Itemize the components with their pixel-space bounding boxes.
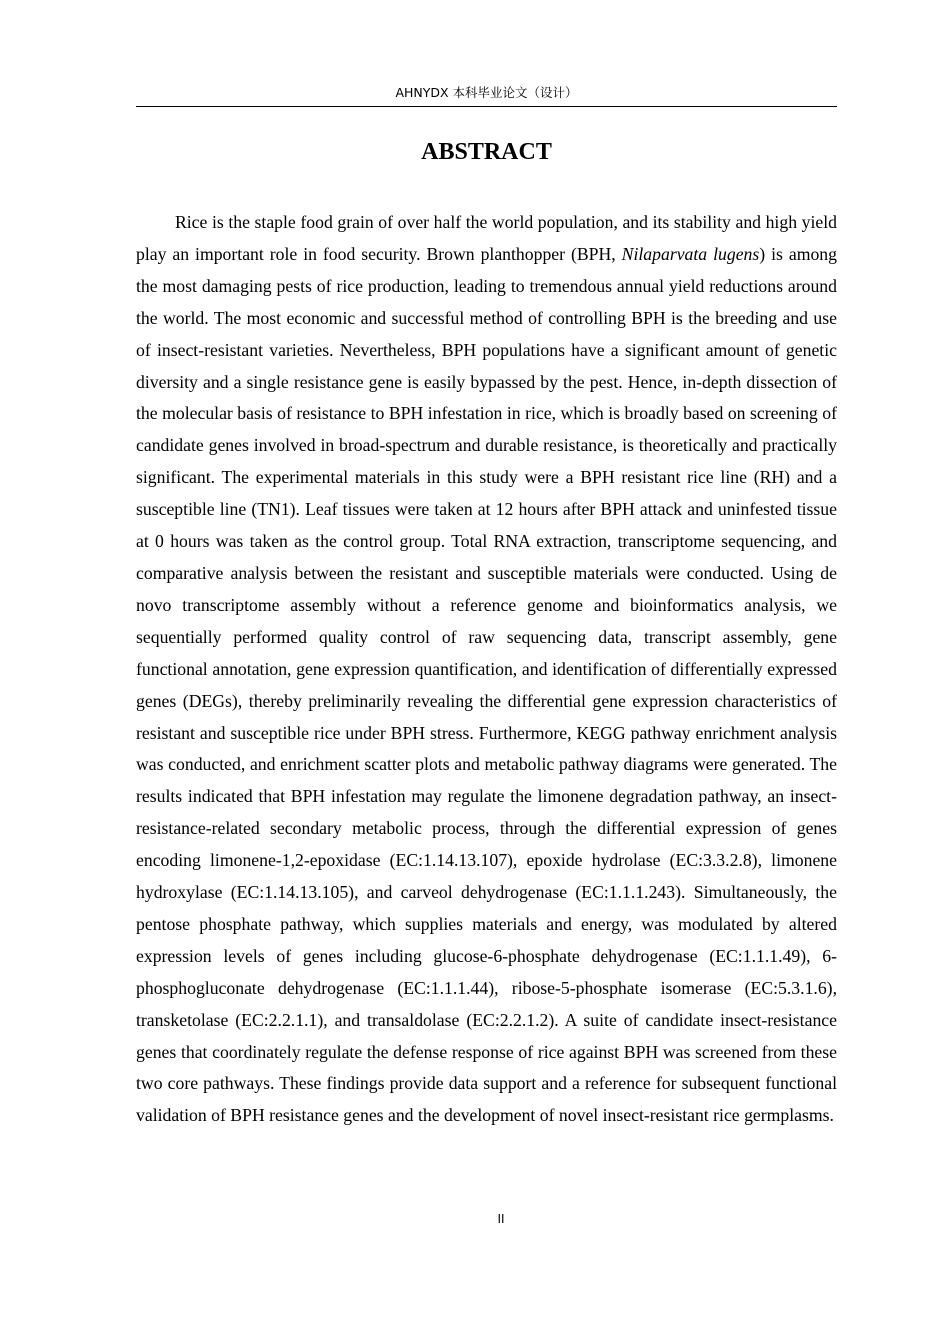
- species-name: Nilaparvata lugens: [621, 243, 760, 264]
- running-title: AHNYDX 本科毕业论文（设计）: [395, 85, 578, 100]
- abstract-text-part1: Rice is the staple food grain of over half the world population, and its stability and high yield play an important role in food security. Brown planthopper (BPH,: [136, 212, 837, 264]
- abstract-heading: ABSTRACT: [421, 139, 552, 165]
- abstract-paragraph: [136, 207, 837, 1132]
- page-header: [136, 84, 837, 107]
- page-number: II: [497, 1212, 505, 1226]
- abstract-text-part2: ) is among the most damaging pests of rice production, leading to tremendous annual yield reductions around the world. The most economic and successful method of controlling BPH is the breeding and use of insect-resistant varieties. Nevertheless, BPH populations have a significant amount of genetic diversity and a single resistance gene is easily bypassed by the pest. Hence, in-depth dissection of the molecular basis of resistance to BPH infestation in rice, which is broadly based on screening of candidate genes involved in broad-spectrum and durable resistance, is theoretically and practically significant. The experimental materials in this study were a BPH resistant rice line (RH) and a susceptible line (TN1). Leaf tissues were taken at 12 hours after BPH attack and uninfested tissue at 0 hours was taken as the control group. Total RNA extraction, transcriptome sequencing, and comparative analysis between the resistant and susceptible materials were conducted. Using de novo transcriptome assembly without a reference genome and bioinformatics analysis, we sequentially performed quality control of raw sequencing data, transcript assembly, gene functional annotation, gene expression quantification, and identification of differentially expressed genes (DEGs), thereby preliminarily revealing the differential gene expression characteristics of resistant and susceptible rice under BPH stress. Furthermore, KEGG pathway enrichment analysis was conducted, and enrichment scatter plots and metabolic pathway diagrams were generated. The results indicated that BPH infestation may regulate the limonene degradation pathway, an insect-resistance-related secondary metabolic process, through the differential expression of genes encoding limonene-1,2-epoxidase (EC:1.14.13.107), epoxide hydrolase (EC:3.3.2.8), limonene hydroxylase (EC:1.14.13.105), and carveol dehydrogenase (EC:1.1.1.243). Simultaneously, the pentose phosphate pathway, which supplies materials and energy, was modulated by altered expression levels of genes including glucose-6-phosphate dehydrogenase (EC:1.1.1.49), 6-phosphogluconate dehydrogenase (EC:1.1.1.44), ribose-5-phosphate isomerase (EC:5.3.1.6), transketolase (EC:2.2.1.1), and transaldolase (EC:2.2.1.2). A suite of candidate insect-resistance genes that coordinately regulate the defense response of rice against BPH was screened from these two core pathways. These findings provide data support and a reference for subsequent functional validation of BPH resistance genes and the development of novel insect-resistant rice germplasms.: [136, 243, 837, 1126]
